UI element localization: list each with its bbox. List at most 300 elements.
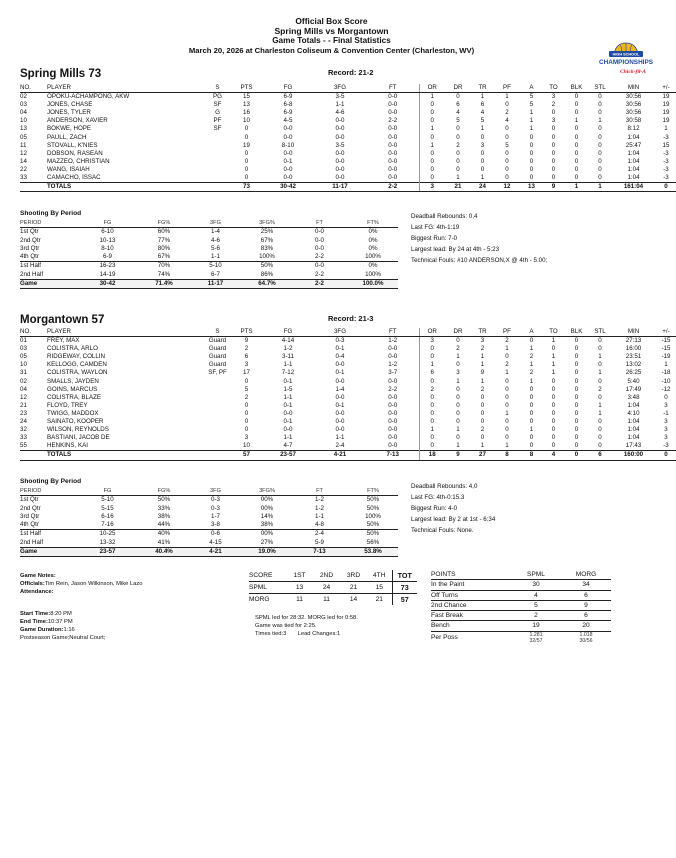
player-min: 25:47 (625, 141, 642, 149)
player-dr: 2 (456, 141, 460, 149)
player-pm: 19 (662, 117, 670, 125)
player-pts: 16 (243, 109, 250, 117)
team-2-shooting-title: Shooting By Period (20, 478, 82, 485)
player-tfg: 0-1 (335, 401, 345, 409)
shooting-tfg: 1-1 (211, 253, 220, 261)
box-col-header: PLAYER (47, 328, 205, 337)
shooting-fg: 8-10 (101, 244, 114, 252)
player-ft: 0-0 (388, 393, 398, 401)
player-min: 4:10 (627, 409, 640, 417)
player-stl: 0 (598, 141, 602, 149)
shooting-fg: 14-19 (99, 270, 116, 278)
player-a: 2 (529, 353, 534, 361)
totals-pf: 12 (494, 183, 520, 192)
player-blk: 0 (574, 109, 579, 117)
per-poss-label: Per Poss (431, 634, 458, 642)
score-col-header: 2ND (313, 570, 340, 582)
totals-pm: 0 (656, 183, 676, 192)
player-row (20, 426, 676, 434)
shooting-ft: 2-4 (291, 530, 348, 539)
player-a: 0 (529, 337, 534, 345)
box-header-row (20, 84, 676, 93)
shooting-p: 2nd Half (20, 538, 44, 546)
player-pm: -15 (661, 345, 671, 353)
totals-spacer (205, 451, 230, 460)
player-ft: 0-0 (388, 377, 398, 385)
player-blk: 0 (574, 418, 579, 426)
team-1-technical-fouls: Technical Fouls: #10 ANDERSON,X @ 4th - 5:00; (411, 257, 548, 264)
player-tfg: 0-0 (335, 377, 345, 385)
officials-value: Tim Rein, Jason Wilkinson, Mike Lazo (44, 581, 143, 587)
totals-pts: 73 (230, 183, 263, 192)
player-ft: 0-0 (388, 109, 398, 117)
player-blk: 0 (574, 426, 579, 434)
report-title: Official Box Score (295, 16, 368, 26)
score-quarter: 11 (323, 596, 330, 603)
points-row (431, 611, 611, 621)
player-blk: 0 (574, 409, 579, 417)
team-2-biggest-run: Biggest Run: 4-0 (411, 505, 458, 512)
shooting-ft: 2-2 (315, 270, 324, 278)
shooting-p: Game (20, 280, 75, 289)
shooting-ftp: 50% (366, 504, 380, 512)
player-to: 0 (551, 442, 556, 450)
player-blk: 0 (574, 361, 579, 369)
player-a: 0 (529, 401, 534, 409)
shooting-tfg: 4-15 (209, 538, 222, 546)
score-team: MORG (249, 596, 270, 603)
totals-label: TOTALS (47, 183, 205, 192)
player-name: RIDGEWAY, COLLIN (47, 353, 105, 361)
totals-blk: 1 (564, 183, 589, 192)
shooting-tfg: 4-6 (211, 236, 220, 244)
player-row (20, 174, 676, 183)
player-or: 0 (419, 410, 445, 418)
shooting-ftp: 100% (365, 253, 381, 261)
player-no: 12 (20, 393, 27, 401)
player-pos (205, 418, 230, 426)
player-dr: 4 (456, 109, 460, 117)
player-a: 0 (529, 434, 534, 442)
shooting-tfgp: 67% (260, 236, 274, 244)
player-pos: Guard (208, 337, 227, 345)
player-or: 0 (419, 134, 445, 142)
player-or: 0 (419, 402, 445, 410)
player-tfg: 0-0 (335, 117, 345, 125)
player-no: 21 (20, 401, 27, 409)
player-ft: 0-0 (388, 401, 398, 409)
player-or: 0 (419, 109, 445, 117)
player-name: FREY, MAX (47, 337, 80, 345)
player-blk: 0 (574, 369, 579, 377)
per-poss-spml-ratio: 32/57 (529, 637, 543, 644)
team-2-last-fg: Last FG: 4th-0:15.3 (411, 494, 465, 501)
box-col-header: NO. (20, 84, 47, 93)
player-pts: 3 (244, 434, 249, 442)
player-tr: 3 (480, 141, 485, 149)
player-min: 1:04 (627, 426, 640, 434)
game-type: Postseason Game;Neutral Court; (20, 635, 106, 641)
end-time-value: 10:37 PM (47, 619, 73, 625)
shooting-tfg: 5-6 (211, 244, 220, 252)
player-to: 0 (551, 133, 556, 141)
player-min: 1:04 (627, 418, 640, 426)
player-stl: 1 (598, 117, 602, 125)
player-pos (205, 394, 230, 402)
player-stl: 0 (598, 93, 602, 101)
player-blk: 0 (574, 93, 579, 101)
box-col-header: PTS (230, 328, 263, 337)
shooting-tfgp: 64.7% (243, 280, 291, 289)
team-2-largest-lead: Largest lead: By 2 at 1st - 6:34 (411, 516, 496, 523)
player-min: 30:56 (625, 93, 642, 101)
totals-or: 3 (419, 183, 445, 192)
player-fg: 1-1 (283, 393, 293, 401)
shooting-col-header: PERIOD (20, 487, 75, 496)
player-pf: 0 (505, 165, 509, 173)
box-col-header: +/- (656, 84, 676, 93)
player-row (20, 418, 676, 426)
player-to: 1 (551, 353, 556, 361)
shooting-ft: 0-0 (315, 236, 324, 244)
player-dr: 0 (456, 434, 460, 442)
player-to: 0 (551, 345, 556, 353)
player-or: 1 (419, 361, 445, 369)
player-pm: -3 (663, 442, 669, 450)
player-pm: 19 (662, 93, 670, 101)
box-col-header: +/- (656, 328, 676, 337)
start-time-label: Start Time: (20, 611, 51, 617)
player-row (20, 142, 676, 150)
player-blk: 0 (574, 393, 579, 401)
totals-a: 8 (520, 451, 543, 460)
player-min: 16:00 (625, 345, 642, 353)
player-dr: 6 (456, 101, 460, 109)
player-blk: 1 (574, 117, 579, 125)
player-to: 0 (551, 109, 556, 117)
team-1-box-table (20, 84, 676, 192)
player-pf: 0 (505, 353, 509, 361)
player-a: 1 (529, 345, 534, 353)
player-min: 17:49 (625, 385, 642, 393)
player-or: 1 (419, 93, 445, 102)
player-no: 14 (20, 157, 27, 165)
score-quarter: 14 (349, 596, 358, 603)
shooting-fgp: 74% (157, 270, 171, 278)
shooting-ftp: 0% (368, 236, 378, 244)
score-total: 73 (392, 582, 417, 594)
player-stl: 0 (598, 174, 602, 182)
player-dr: 0 (456, 133, 460, 141)
shooting-col-header: 3FG (188, 219, 243, 228)
player-tfg: 0-0 (335, 125, 345, 133)
shooting-ft: 7-13 (291, 548, 348, 557)
player-a: 1 (529, 377, 534, 385)
shooting-ftp: 0% (368, 228, 378, 236)
shooting-tfg: 0-3 (211, 496, 220, 504)
player-a: 0 (529, 133, 534, 141)
player-pos (205, 386, 230, 394)
lead-changes: Lead Changes:1 (297, 631, 341, 637)
shooting-col-header: FT% (348, 487, 398, 496)
player-pos: Guard (208, 353, 227, 361)
player-min: 23:51 (625, 353, 642, 361)
score-row (249, 582, 417, 594)
player-to: 0 (551, 393, 556, 401)
player-pm: -3 (663, 133, 669, 141)
player-name: COLISTRA, BLAZE (47, 393, 101, 401)
shooting-fg: 6-10 (101, 228, 114, 236)
player-dr: 0 (456, 93, 460, 101)
player-pf: 0 (505, 385, 509, 393)
player-stl: 0 (598, 157, 602, 165)
player-pf: 0 (505, 157, 509, 165)
player-dr: 0 (456, 337, 460, 345)
player-a: 0 (529, 165, 534, 173)
player-to: 0 (551, 165, 556, 173)
shooting-p: 1st Qtr (20, 228, 39, 236)
player-fg: 1-1 (283, 434, 293, 442)
score-col-header: 3RD (340, 570, 367, 582)
player-no: 03 (20, 101, 27, 109)
shooting-p: 4th Qtr (20, 253, 39, 261)
player-no: 11 (20, 141, 27, 149)
totals-to: 4 (543, 451, 564, 460)
shooting-fgp: 67% (157, 253, 171, 261)
team-2-notes (411, 481, 495, 536)
player-tfg: 0-0 (335, 361, 345, 369)
shooting-col-header: FT (291, 487, 348, 496)
player-pts: 2 (244, 393, 249, 401)
score-col-header: SCORE (249, 570, 286, 582)
totals-row (20, 451, 676, 460)
player-stl: 0 (598, 165, 602, 173)
shooting-tfg: 4-21 (188, 548, 243, 557)
shooting-ftp: 100% (365, 512, 381, 520)
player-pm: 3 (664, 426, 668, 434)
box-col-header: FT (367, 84, 419, 93)
box-col-header: STL (589, 328, 611, 337)
player-to: 0 (551, 174, 556, 182)
player-pf: 0 (505, 434, 509, 442)
score-quarter: 21 (375, 596, 383, 603)
player-row (20, 402, 676, 410)
player-name: COLISTRA, WAYLON (47, 369, 108, 377)
player-name: COLISTRA, ARLO (47, 345, 98, 353)
period-row (20, 237, 398, 245)
team-2-deadball: Deadball Rebounds: 4,0 (411, 483, 478, 490)
shooting-header-row (20, 219, 398, 228)
officials-label: Officials: (20, 581, 45, 587)
player-name: JONES, TYLER (47, 109, 91, 117)
player-name: CAMACHO, ISSAC (47, 174, 101, 182)
shooting-col-header: FT% (348, 219, 398, 228)
totals-ft: 7-13 (367, 451, 419, 460)
totals-stl: 6 (589, 451, 611, 460)
player-no: 31 (20, 369, 27, 377)
player-name: BOKWE, HOPE (47, 125, 92, 133)
player-dr: 1 (456, 426, 460, 434)
player-pts: 13 (243, 101, 250, 109)
player-row (20, 337, 676, 346)
shooting-p: 2nd Half (20, 270, 44, 278)
shooting-ftp: 50% (366, 521, 380, 529)
player-a: 1 (529, 361, 534, 369)
player-fg: 4-14 (281, 337, 295, 345)
player-tr: 2 (480, 426, 485, 434)
player-pm: -12 (661, 385, 671, 393)
player-tfg: 0-0 (335, 165, 345, 173)
player-pf: 2 (505, 109, 509, 117)
player-pts: 10 (243, 442, 250, 450)
box-col-header: 3FG (313, 84, 367, 93)
lead-summary (255, 614, 358, 638)
player-min: 3:48 (627, 393, 640, 401)
player-fg: 0-0 (283, 165, 293, 173)
svg-text:CHAMPIONSHIPS: CHAMPIONSHIPS (599, 59, 653, 66)
shooting-fg: 16-23 (75, 262, 140, 271)
player-a: 1 (529, 426, 534, 434)
player-row (20, 158, 676, 166)
player-pos (205, 142, 230, 150)
shooting-ft: 4-8 (315, 521, 324, 529)
team-2-record: Record: 21-3 (328, 314, 374, 323)
player-ft: 0-0 (388, 93, 398, 101)
player-no: 02 (20, 377, 27, 385)
shooting-p: 2nd Qtr (20, 236, 41, 244)
points-label: 2nd Chance (431, 600, 511, 610)
player-pos (205, 434, 230, 442)
player-ft: 0-0 (388, 133, 398, 141)
player-a: 1 (529, 125, 534, 133)
player-tr: 0 (480, 409, 485, 417)
player-pts: 0 (244, 125, 249, 133)
player-pm: 3 (664, 418, 668, 426)
player-to: 3 (551, 93, 556, 101)
score-quarter: 24 (313, 582, 340, 594)
per-poss-spml-value: 1.281 (529, 631, 543, 638)
player-no: 04 (20, 109, 27, 117)
player-blk: 0 (574, 353, 579, 361)
player-dr: 2 (456, 345, 460, 353)
player-fg: 4-5 (283, 117, 293, 125)
player-to: 2 (551, 101, 556, 109)
shooting-ft: 0-0 (315, 228, 324, 236)
box-col-header: FG (263, 84, 313, 93)
score-row (249, 594, 417, 606)
player-pm: 3 (664, 434, 668, 442)
points-label: Fast Break (431, 611, 511, 621)
period-row (20, 496, 398, 505)
team-2-technical-fouls: Technical Fouls: None. (411, 527, 474, 534)
shooting-ftp: 53.8% (348, 548, 398, 557)
box-col-header: DR (445, 328, 471, 337)
player-to: 1 (551, 337, 556, 345)
per-poss-spml (511, 631, 561, 644)
team-1-last-fg: Last FG: 4th-1:19 (411, 224, 460, 231)
player-tfg: 0-0 (335, 418, 345, 426)
player-ft: 0-0 (388, 149, 398, 157)
player-ft: 0-0 (388, 409, 398, 417)
shooting-tfg: 6-7 (211, 270, 220, 278)
shooting-ft: 5-9 (315, 538, 324, 546)
player-blk: 0 (574, 385, 579, 393)
player-dr: 0 (456, 385, 460, 393)
player-stl: 0 (598, 101, 602, 109)
score-team: SPML (249, 582, 286, 594)
player-pm: -10 (661, 377, 671, 385)
player-dr: 0 (456, 361, 460, 369)
player-tr: 0 (480, 434, 485, 442)
player-fg: 0-1 (283, 377, 293, 385)
player-pts: 6 (244, 353, 249, 361)
shooting-col-header: 3FG (188, 487, 243, 496)
player-to: 0 (551, 434, 556, 442)
player-a: 1 (529, 117, 534, 125)
player-row (20, 117, 676, 125)
player-ft: 1-2 (388, 337, 398, 345)
score-col-header: 4TH (367, 570, 392, 582)
player-tfg: 0-0 (335, 409, 345, 417)
player-min: 27:13 (625, 337, 642, 345)
shooting-tfgp: 25% (260, 228, 274, 236)
game-notes (20, 572, 230, 642)
player-tfg: 1-4 (335, 385, 345, 393)
player-name: JONES, CHASE (47, 101, 93, 109)
player-name: TWIGG, MADDOX (47, 409, 99, 417)
player-a: 5 (529, 101, 534, 109)
player-or: 0 (419, 101, 445, 109)
player-min: 30:56 (625, 101, 642, 109)
box-col-header: BLK (564, 84, 589, 93)
shooting-tfg: 3-8 (211, 521, 220, 529)
player-pos: Guard (208, 345, 227, 353)
player-or: 0 (419, 394, 445, 402)
player-dr: 1 (456, 174, 460, 182)
points-morg: 6 (561, 590, 611, 600)
points-col-header: POINTS (431, 570, 511, 580)
player-pts: 0 (244, 174, 249, 182)
player-min: 13:02 (625, 361, 642, 369)
player-ft: 0-0 (388, 426, 398, 434)
player-pf: 0 (505, 174, 509, 182)
box-col-header: PLAYER (47, 84, 205, 93)
player-pf: 0 (505, 377, 509, 385)
player-tr: 1 (480, 353, 485, 361)
totals-spacer (20, 451, 47, 460)
points-header-row (431, 570, 611, 580)
player-tfg: 2-4 (335, 442, 345, 450)
player-tfg: 1-1 (335, 101, 345, 109)
player-dr: 3 (456, 369, 460, 377)
shooting-fgp: 50% (157, 496, 171, 504)
player-no: 02 (20, 93, 27, 101)
shooting-fg: 6-9 (103, 253, 112, 261)
totals-fg: 23-57 (263, 451, 313, 460)
box-col-header: S (205, 328, 230, 337)
points-morg: 34 (561, 580, 611, 590)
player-pts: 3 (244, 361, 249, 369)
player-min: 30:56 (625, 109, 642, 117)
team-2-box-table (20, 328, 676, 461)
player-pf: 0 (505, 101, 509, 109)
player-ft: 0-0 (388, 157, 398, 165)
score-quarter: 11 (296, 596, 303, 603)
player-ft: 3-7 (388, 369, 398, 377)
player-tfg: 0-1 (335, 369, 345, 377)
shooting-tfg: 1-4 (211, 228, 220, 236)
championships-logo (600, 40, 652, 80)
